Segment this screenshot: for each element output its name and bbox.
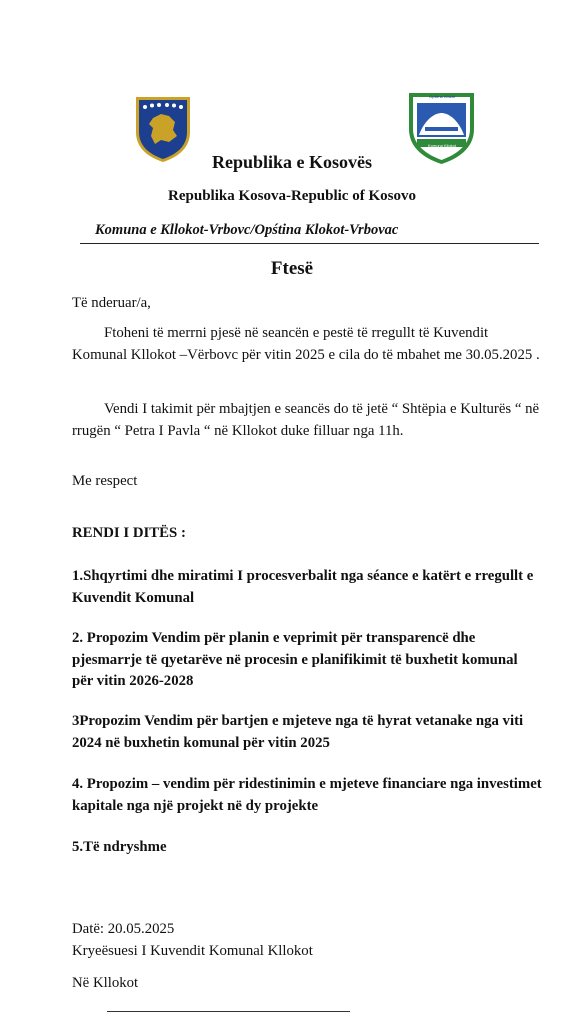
- signature-line: [107, 1011, 350, 1012]
- agenda-item: 5.Të ndryshme: [72, 839, 167, 855]
- agenda-item: 3Propozim Vendim për bartjen e mjeteve nga të hyrat vetanake nga viti 2024 në buxhetin komunal për vitin 2025: [72, 713, 524, 751]
- municipality-heading: Komuna e Kllokot-Vrbovc/Opśtina Klokot-Vrbovac: [95, 222, 399, 238]
- salutation: Të nderuar/a,: [72, 295, 151, 311]
- agenda-item: 2. Propozim Vendim për planin e veprimit për transparencë dhe pjesmarrje të qyetarëve në procesin e planifikimit të buxhetit komunal për vitin 2026-2028: [72, 630, 518, 689]
- paragraph-venue: Vendi I takimit për mbajtjen e seancës do të jetë “ Shtëpia e Kulturës “ në rrugën “ Petra I Pavla “ në Kllokot duke filluar nga 11h.: [72, 401, 540, 439]
- document-title: Ftesë: [270, 258, 314, 279]
- agenda-item: 1.Shqyrtimi dhe miratimi I procesverbalit nga séance e katërt e rregullt e Kuvendit Komunal: [72, 568, 534, 606]
- header-divider: [80, 243, 539, 244]
- paragraph-invitation: Ftoheni të merrni pjesë në seancën e pestë të rregullt të Kuvendit Komunal Kllokot –Vërbovc për vitin 2025 e cila do të mbahet me 30.05.2025 .: [72, 325, 540, 363]
- agenda-heading: RENDI I DITËS :: [72, 525, 186, 541]
- agenda-item: 4. Propozim – vendim për ridestinimin e mjeteve financiare nga investimet kapitale nga një projekt në dy projekte: [72, 776, 542, 814]
- country-heading: Republika e Kosovës: [211, 152, 373, 172]
- country-subheading: Republika Kosova-Republic of Kosovo: [168, 188, 416, 204]
- closing: Me respect: [72, 473, 138, 489]
- document-date: Datë: 20.05.2025: [72, 921, 175, 937]
- emblem-right-text-top: Opština Klokot: [428, 94, 455, 99]
- signatory: Kryeësuesi I Kuvendit Komunal Kllokot: [72, 943, 313, 959]
- place: Në Kllokot: [72, 975, 139, 991]
- emblem-right-text-bottom: Komuna Kllokot: [427, 143, 456, 148]
